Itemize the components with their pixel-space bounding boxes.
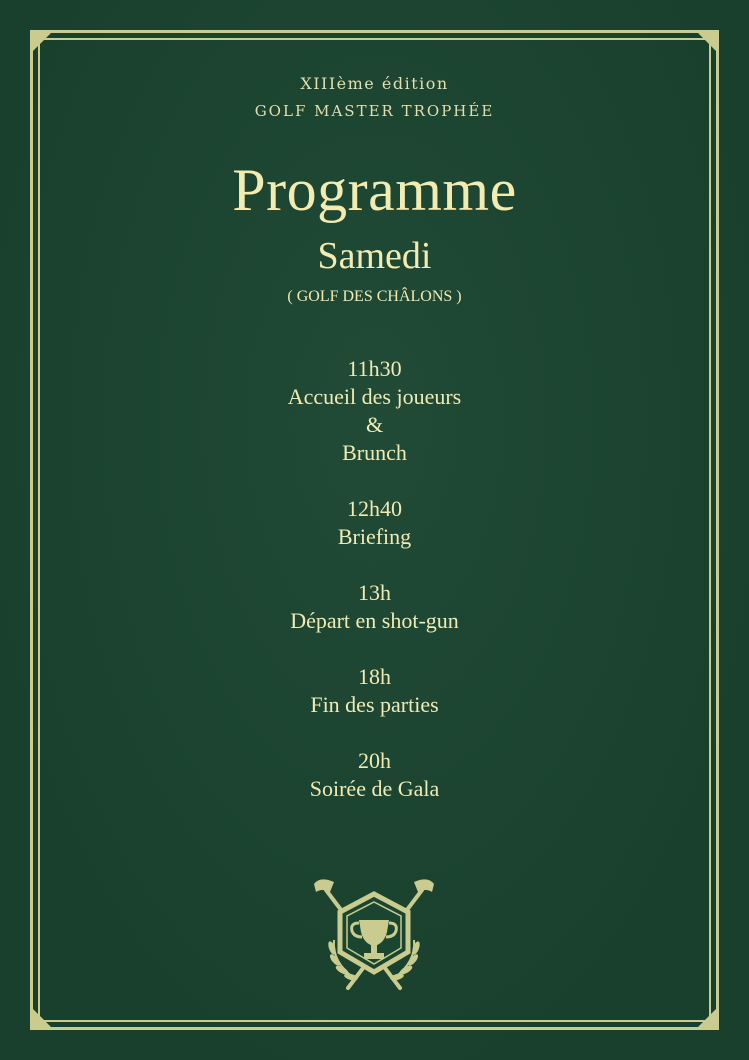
page-title: Programme xyxy=(232,157,517,223)
schedule-item xyxy=(0,663,749,719)
schedule-time: 13h xyxy=(358,580,391,605)
corner-ornament-bottom-right xyxy=(695,1006,719,1030)
schedule-description: & xyxy=(365,412,384,437)
schedule-description: Fin des parties xyxy=(310,692,439,717)
venue-label: ( GOLF DES CHÂLONS ) xyxy=(287,288,462,305)
schedule-time: 12h40 xyxy=(347,496,402,521)
schedule-item xyxy=(0,355,749,467)
schedule-time: 20h xyxy=(358,748,391,773)
corner-ornament-bottom-left xyxy=(30,1006,54,1030)
schedule-list xyxy=(0,355,749,831)
golf-trophy-emblem-icon xyxy=(304,874,444,998)
schedule-time: 11h30 xyxy=(347,356,402,381)
schedule-description: Accueil des joueurs xyxy=(287,384,462,409)
schedule-item xyxy=(0,495,749,551)
schedule-description: Départ en shot-gun xyxy=(290,608,459,633)
schedule-description: Soirée de Gala xyxy=(309,776,440,801)
schedule-description: Briefing xyxy=(337,524,412,549)
edition-label: XIIIème édition xyxy=(300,74,449,93)
schedule-item xyxy=(0,579,749,635)
corner-ornament-top-left xyxy=(30,30,54,54)
schedule-description: Brunch xyxy=(342,440,407,465)
event-name: GOLF MASTER TROPHÉE xyxy=(254,102,495,120)
schedule-time: 18h xyxy=(358,664,391,689)
corner-ornament-top-right xyxy=(695,30,719,54)
schedule-item xyxy=(0,747,749,803)
day-heading: Samedi xyxy=(317,235,432,277)
